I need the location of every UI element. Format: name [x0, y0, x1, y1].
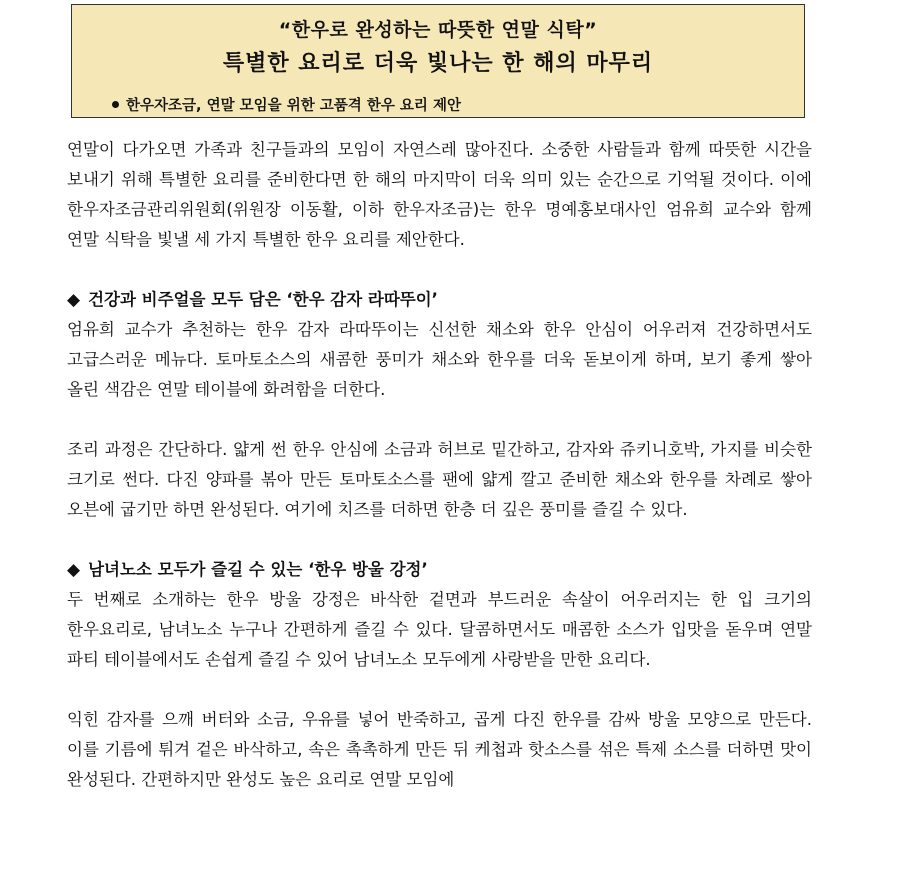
spacer [67, 525, 812, 555]
intro-paragraph: 연말이 다가오면 가족과 친구들과의 모임이 자연스레 많아진다. 소중한 사람들과 함께 따뜻한 시간을 보내기 위해 특별한 요리를 준비한다면 한 해의 마지막이 더욱 의미 있는 순간으로 기억될 것이다. 이에 한우자조금관리위원회(위원장 이동활, 이하 한우자조금)는 한우 명예홍보대사인 엄유희 교수와 함께 연말 식탁을 빛낼 세 가지 특별한 한우 요리를 제안한다. [67, 140, 812, 249]
spacer [67, 405, 812, 435]
headline-quote: “한우로 완성하는 따뜻한 연말 식탁” [278, 19, 598, 41]
ratatouille-recipe: 조리 과정은 간단하다. 얇게 썬 한우 안심에 소금과 허브로 밑간하고, 감자와 쥬키니호박, 가지를 비슷한 크기로 썬다. 다진 양파를 볶아 만든 토마토소스를 팬에 얇게 깔고 준비한 채소와 한우를 차례로 쌓아 오븐에 굽기만 하면 완성된다. 여기에 치즈를 더하면 한층 더 깊은 풍미를 즐길 수 있다. [67, 440, 812, 519]
section-heading-text: 건강과 비주얼을 모두 담은 ‘한우 감자 라따뚜이’ [88, 290, 438, 309]
gangjeong-recipe: 익힌 감자를 으깨 버터와 소금, 우유를 넣어 반죽하고, 곱게 다진 한우를 감싸 방울 모양으로 만든다. 이를 기름에 튀겨 겉은 바삭하고, 속은 촉촉하게 만든 뒤 케첩과 핫소스를 섞은 특제 소스를 더하면 맛이 완성된다. 간편하지만 완성도 높은 요리로 연말 모임에 [67, 710, 812, 789]
section-heading-ratatouille [67, 285, 812, 315]
spacer [67, 675, 812, 705]
section-heading-text: 남녀노소 모두가 즐길 수 있는 ‘한우 방울 강정’ [88, 560, 428, 579]
diamond-bullet-icon: ◆ [67, 290, 81, 310]
headline-main: 특별한 요리로 더욱 빛나는 한 해의 마무리 [222, 51, 654, 76]
subtitle [112, 94, 461, 115]
article-body [67, 135, 812, 795]
spacer [67, 255, 812, 285]
subtitle-text: 한우자조금, 연말 모임을 위한 고품격 한우 요리 제안 [126, 98, 461, 114]
diamond-bullet-icon: ◆ [67, 560, 81, 580]
ratatouille-description: 엄유희 교수가 추천하는 한우 감자 라따뚜이는 신선한 채소와 한우 안심이 어우러져 건강하면서도 고급스러운 메뉴다. 토마토소스의 새콤한 풍미가 채소와 한우를 더욱 돋보이게 하며, 보기 좋게 쌓아 올린 색감은 연말 테이블에 화려함을 더한다. [67, 320, 812, 399]
gangjeong-description: 두 번째로 소개하는 한우 방울 강정은 바삭한 겉면과 부드러운 속살이 어우러지는 한 입 크기의 한우요리로, 남녀노소 누구나 간편하게 즐길 수 있다. 달콤하면서도 매콤한 소스가 입맛을 돋우며 연말 파티 테이블에서도 손쉽게 즐길 수 있어 남녀노소 모두에게 사랑받을 만한 요리다. [67, 590, 812, 669]
title-box [71, 4, 805, 118]
bullet-dot-icon [112, 101, 119, 108]
section-heading-gangjeong [67, 555, 812, 585]
